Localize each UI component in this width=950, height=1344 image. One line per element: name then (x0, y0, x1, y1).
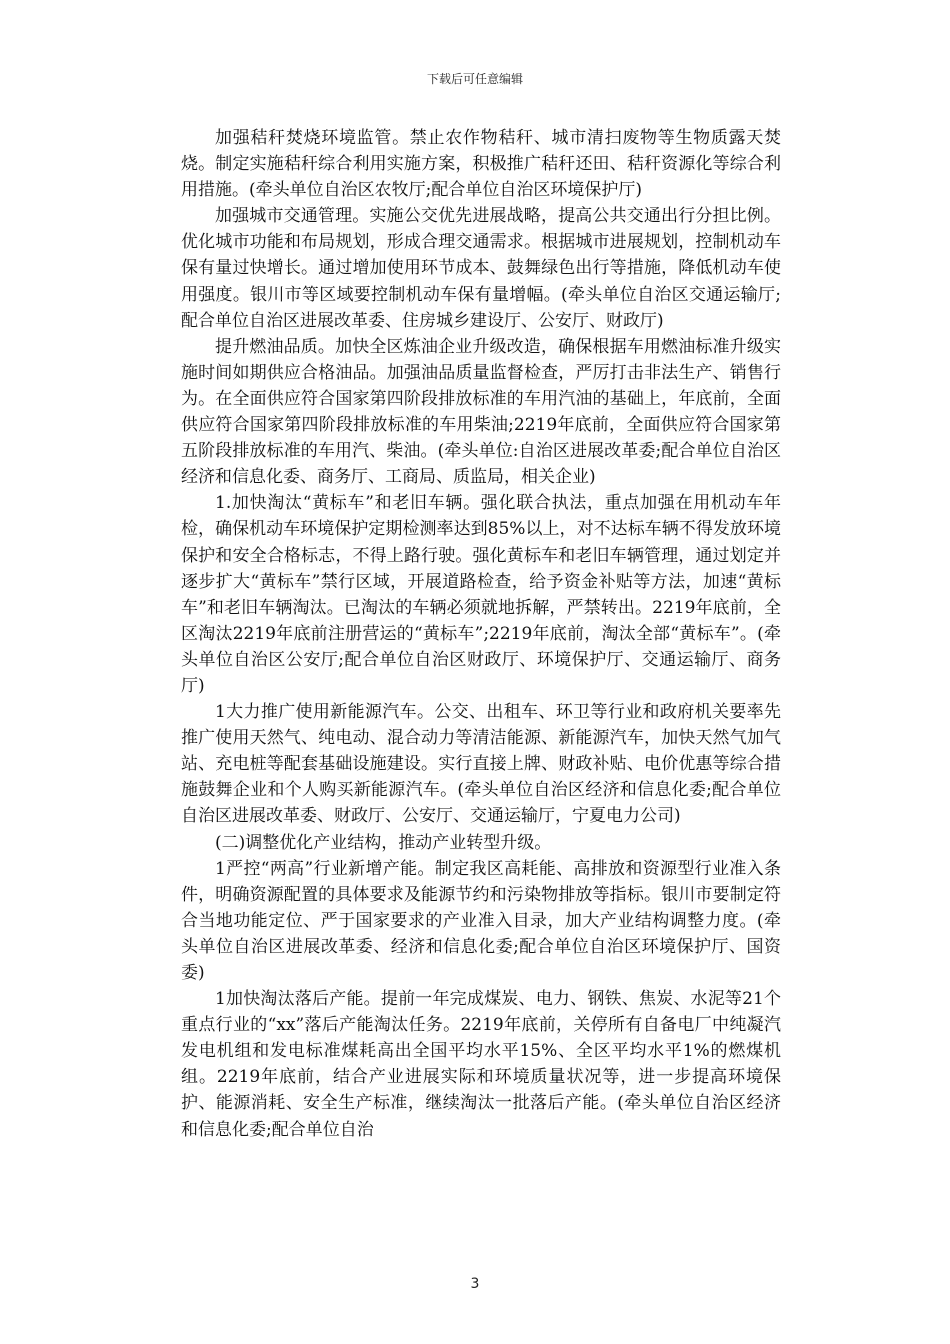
paragraph-fuel-quality: 提升燃油品质。加快全区炼油企业升级改造，确保根据车用燃油标准升级实施时间如期供应合格油品。加强油品质量监督检查，严厉打击非法生产、销售行为。在全面供应符合国家第四阶段排放标准的车用汽油的基础上，年底前，全面供应符合国家第四阶段排放标准的车用柴油;2219年底前，全面供应符合国家第五阶段排放标准的车用汽、柴油。(牵头单位:自治区进展改革委;配合单位自治区经济和信息化委、商务厅、工商局、质监局，相关企业) (181, 336, 781, 488)
paragraph-yellow-label-vehicles: 1.加快淘汰“黄标车”和老旧车辆。强化联合执法，重点加强在用机动车年检，确保机动车环境保护定期检测率达到85%以上，对不达标车辆不得发放环境保护和安全合格标志，不得上路行驶。强化黄标车和老旧车辆管理，通过划定并逐步扩大“黄标车”禁行区域，开展道路检查，给予资金补贴等方法，加速“黄标车”和老旧车辆淘汰。已淘汰的车辆必须就地拆解，严禁转出。2219年底前，全区淘汰2219年底前注册营运的“黄标车”;2219年底前，淘汰全部“黄标车”。(牵头单位自治区公安厅;配合单位自治区财政厅、环境保护厅、交通运输厅、商务厅) (181, 493, 781, 696)
paragraph-control-new-capacity: 1严控“两高”行业新增产能。制定我区高耗能、高排放和资源型行业准入条件，明确资源配置的具体要求及能源节约和污染物排放等指标。银川市要制定符合当地功能定位、严于国家要求的产业准入目录，加大产业结构调整力度。(牵头单位自治区进展改革委、经济和信息化委;配合单位自治区环境保护厅、国资委) (181, 858, 781, 983)
paragraph-eliminate-outdated-capacity: 1加快淘汰落后产能。提前一年完成煤炭、电力、钢铁、焦炭、水泥等21个重点行业的“xx”落后产能淘汰任务。2219年底前，关停所有自备电厂中纯凝汽发电机组和发电标准煤耗高出全国平均水平15%、全区平均水平1%的燃煤机组。2219年底前，结合产业进展实际和环境质量状况等，进一步提高环境保护、能源消耗、安全生产标准，继续淘汰一批落后产能。(牵头单位自治区经济和信息化委;配合单位自治 (181, 989, 781, 1140)
page-header: 下载后可任意编辑 (426, 72, 523, 86)
paragraph-urban-traffic: 加强城市交通管理。实施公交优先进展战略，提高公共交通出行分担比例。优化城市功能和布局规划，形成合理交通需求。根据城市进展规划，控制机动车保有量过快增长。通过增加使用环节成本、鼓舞绿色出行等措施，降低机动车使用强度。银川市等区域要控制机动车保有量增幅。(牵头单位自治区交通运输厅;配合单位自治区进展改革委、住房城乡建设厅、公安厅、财政厅) (181, 206, 781, 331)
page-number: 3 (470, 1276, 480, 1292)
section-heading-industrial-structure: (二)调整优化产业结构，推动产业转型升级。 (215, 832, 552, 853)
paragraph-straw-burning: 加强秸秆焚烧环境监管。禁止农作物秸秆、城市清扫废物等生物质露天焚烧。制定实施秸秆综合利用实施方案，积极推广秸秆还田、秸秆资源化等综合利用措施。(牵头单位自治区农牧厅;配合单位自治区环境保护厅) (181, 128, 781, 201)
document-body (181, 125, 781, 1143)
paragraph-new-energy-vehicles: 1大力推广使用新能源汽车。公交、出租车、环卫等行业和政府机关要率先推广使用天然气、纯电动、混合动力等清洁能源、新能源汽车，加快天然气加气站、充电桩等配套基础设施建设。实行直接上牌、财政补贴、电价优惠等综合措施鼓舞企业和个人购买新能源汽车。(牵头单位自治区经济和信息化委;配合单位自治区进展改革委、财政厅、公安厅、交通运输厅，宁夏电力公司) (181, 702, 781, 827)
